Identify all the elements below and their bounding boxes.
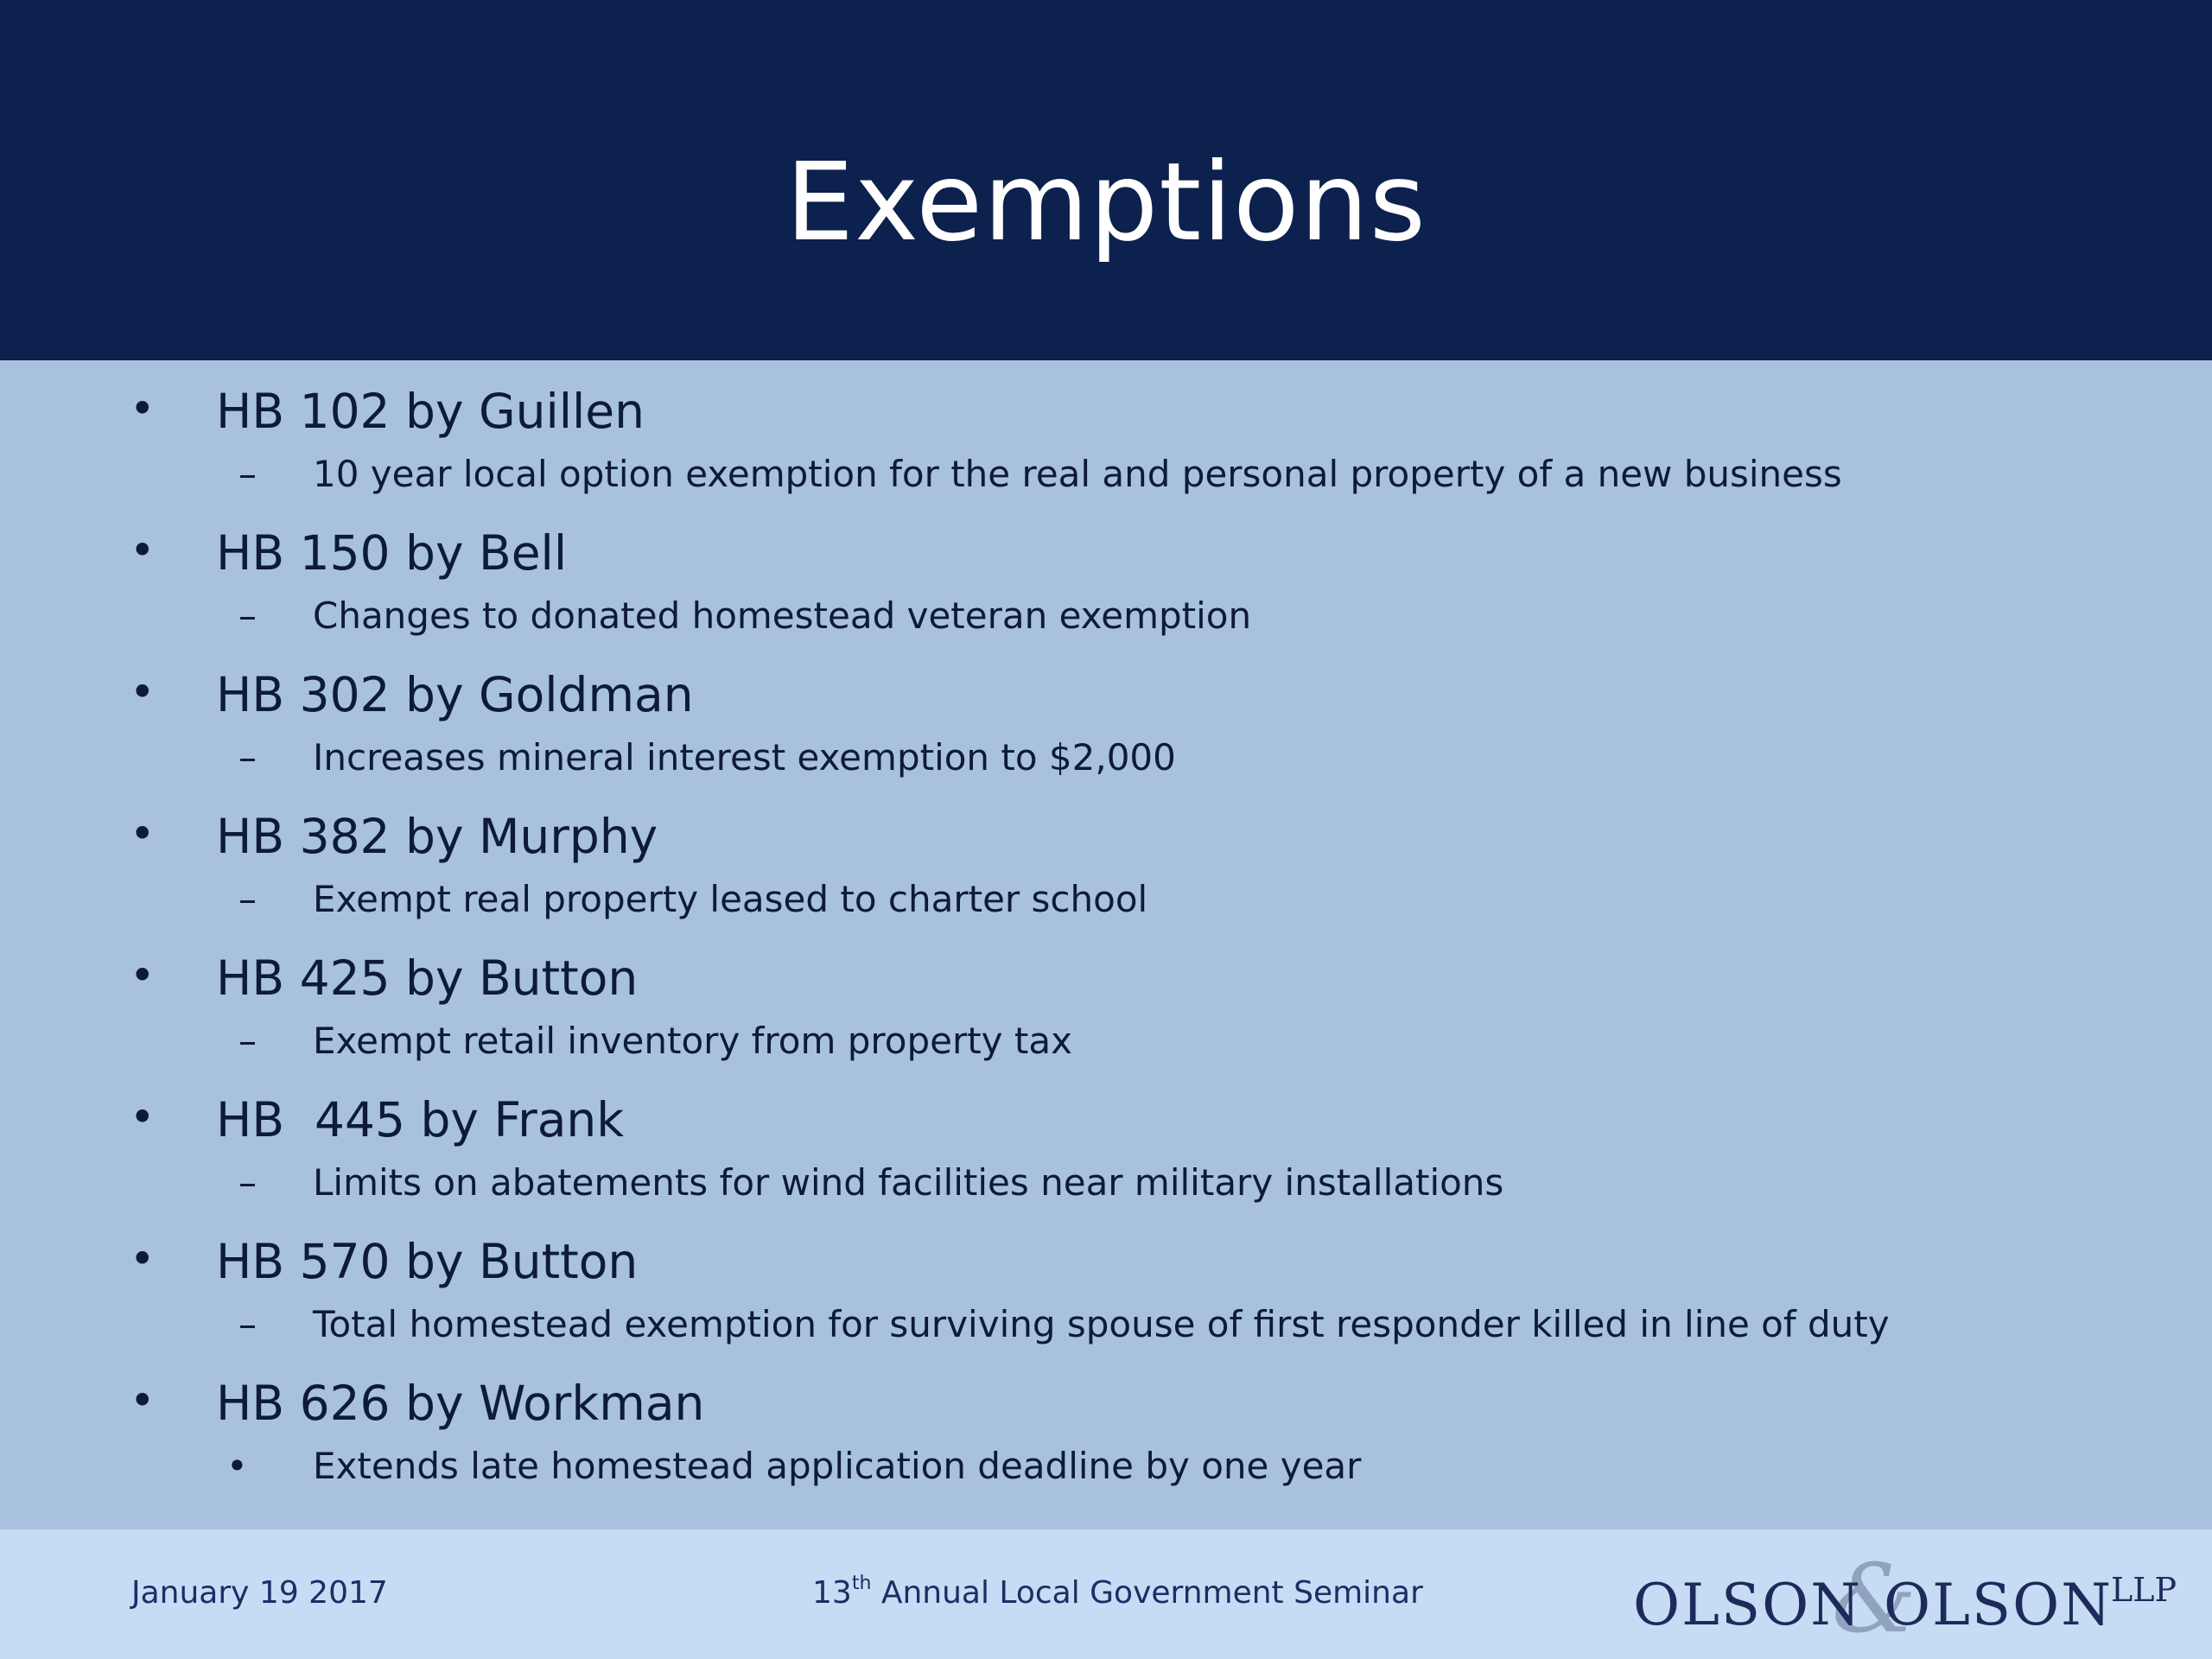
bullet-icon: • — [130, 1234, 156, 1284]
footer-date: January 19 2017 — [131, 1575, 388, 1611]
bill-label: HB 302 by Goldman — [216, 667, 694, 722]
dash-icon: – — [238, 1303, 257, 1345]
bill-description: Increases mineral interest exemption to $2,000 — [313, 736, 1176, 779]
bill-label: HB 445 by Frank — [216, 1092, 625, 1147]
seminar-number: 13 — [812, 1575, 852, 1611]
seminar-ordinal: th — [851, 1573, 872, 1594]
bill-description: Exempt retail inventory from property tax — [313, 1020, 1072, 1062]
dash-icon: – — [238, 1020, 257, 1062]
sub-bullet-icon: • — [226, 1445, 248, 1487]
logo-word-right: OLSON — [1884, 1572, 2113, 1638]
title-bar — [0, 0, 2212, 360]
bullet-icon: • — [130, 384, 156, 434]
slide-title: Exemptions — [785, 140, 1427, 265]
bullet-icon: • — [130, 1376, 156, 1426]
bill-description: Limits on abatements for wind facilities near military installations — [313, 1161, 1504, 1204]
logo-suffix: LLP — [2111, 1571, 2177, 1609]
bill-label: HB 570 by Button — [216, 1234, 639, 1289]
bill-label: HB 102 by Guillen — [216, 384, 645, 439]
dash-icon: – — [238, 878, 257, 920]
bill-description: 10 year local option exemption for the real and personal property of a new business — [313, 453, 1842, 495]
logo-ampersand: & — [1832, 1543, 1916, 1654]
dash-icon: – — [238, 736, 257, 779]
bill-label: HB 626 by Workman — [216, 1376, 705, 1431]
bullet-icon: • — [130, 525, 156, 575]
bill-label: HB 150 by Bell — [216, 525, 568, 581]
list-item — [0, 644, 2212, 785]
list-item — [0, 927, 2212, 1069]
bullet-list — [0, 360, 2212, 1529]
list-item — [0, 1352, 2212, 1494]
bill-description: Changes to donated homestead veteran exemption — [313, 594, 1252, 637]
list-item — [0, 785, 2212, 927]
footer-seminar — [812, 1573, 1423, 1614]
dash-icon: – — [238, 453, 257, 495]
bullet-icon: • — [130, 809, 156, 859]
dash-icon: – — [238, 594, 257, 637]
footer — [0, 1529, 2212, 1659]
bullet-icon: • — [130, 1092, 156, 1142]
bill-description: Extends late homestead application deadline by one year — [313, 1445, 1362, 1487]
firm-logo — [1624, 1543, 2177, 1654]
list-item — [0, 360, 2212, 502]
bill-label: HB 382 by Murphy — [216, 809, 658, 864]
list-item — [0, 1069, 2212, 1211]
bullet-icon: • — [130, 667, 156, 717]
bill-description: Total homestead exemption for surviving spouse of first responder killed in line of duty — [313, 1303, 1890, 1345]
bullet-icon: • — [130, 950, 156, 1001]
logo-word-left: OLSON — [1633, 1572, 1863, 1638]
list-item — [0, 1211, 2212, 1352]
bill-label: HB 425 by Button — [216, 950, 639, 1006]
dash-icon: – — [238, 1161, 257, 1204]
bill-description: Exempt real property leased to charter school — [313, 878, 1148, 920]
list-item — [0, 502, 2212, 644]
seminar-title: Annual Local Government Seminar — [871, 1575, 1423, 1611]
